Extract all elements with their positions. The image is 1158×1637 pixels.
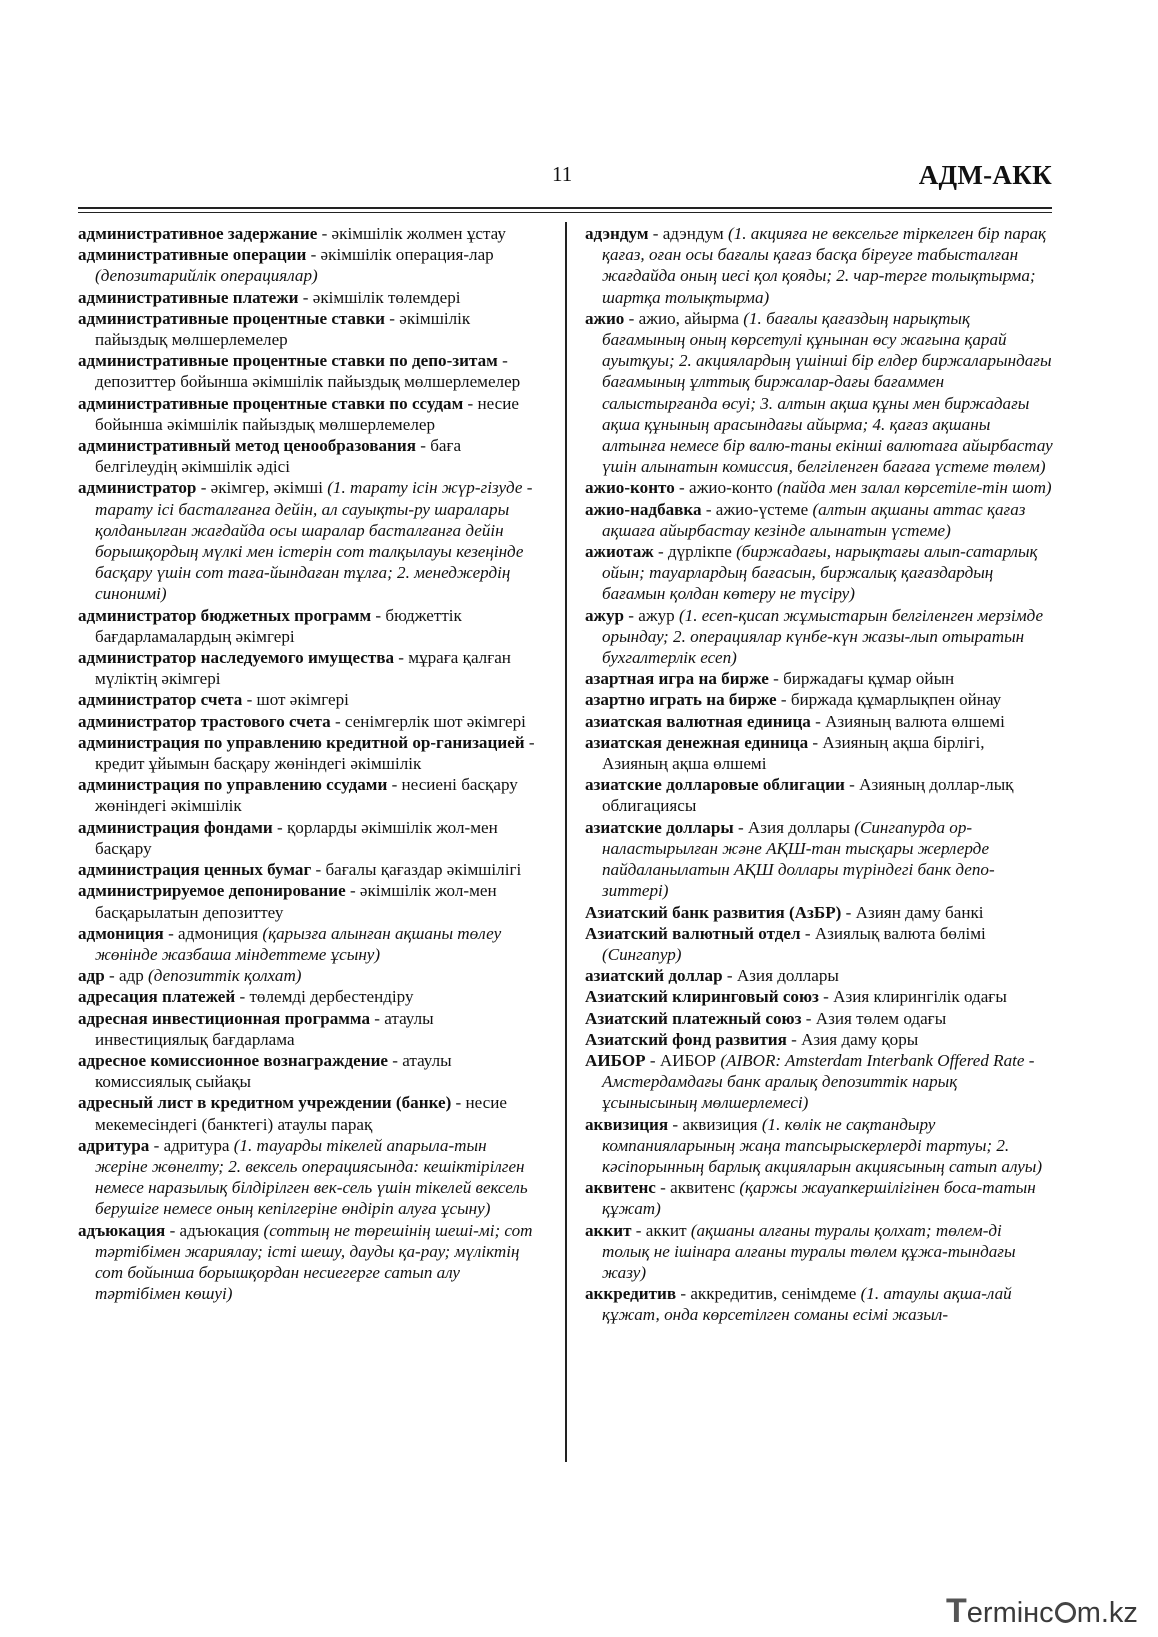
- entry-translation: - биржада құмарлықпен ойнау: [776, 690, 1002, 710]
- entry-term: аккит: [585, 1220, 632, 1240]
- entry-term: аквизиция: [585, 1114, 669, 1134]
- entry-term: администрация по управлению кредитной ор-ганизацией: [78, 732, 525, 752]
- entry-term: администрируемое депонирование: [78, 881, 346, 901]
- entry-term: административное задержание: [78, 224, 318, 243]
- dictionary-entry: [78, 1220, 540, 1305]
- dictionary-entry: [78, 477, 540, 604]
- left-column: [78, 223, 540, 1304]
- entry-translation: - Азия төлем одағы: [801, 1008, 947, 1028]
- dictionary-entry: [585, 774, 1053, 816]
- entry-translation: - қорларды әкімшілік жол-мен басқару: [95, 817, 498, 858]
- dictionary-entry: [78, 308, 540, 350]
- entry-note: (1. тарату ісін жүр-гізуде - тарату ісі басталғанға дейін, ал сауықты-ру шаралары қолданылған жағдайда осы шаралар басталғанға дейін борышқордың мүлкі мен істерін сот талқылауы кезеңінде басқару үшін сот таға-йындаған тұлға; 2. менеджердің синонимі): [95, 478, 533, 604]
- dictionary-entry: [78, 859, 540, 880]
- entry-note: (қарызға алынған ақшаны төлеу жөнінде жазбаша міндеттеме ұсыну): [95, 923, 502, 964]
- entry-translation: - несие мекемесіндегі (банктегі) атаулы парақ: [95, 1093, 508, 1134]
- entry-term: азиатские доллары: [585, 817, 734, 837]
- entry-translation: - мұраға қалған мүліктің әкімгері: [95, 648, 511, 689]
- entry-translation: - әкімшілік төлемдері: [298, 287, 461, 307]
- dictionary-entry: [585, 986, 1053, 1007]
- entry-note: (Сингапурда ор-наластырылған және АҚШ-тан тысқары жерлерде пайдаланылатын АҚШ доллары түріндегі банк депо-зиттері): [602, 817, 995, 901]
- dictionary-entry: [585, 817, 1053, 902]
- dictionary-entry: [78, 393, 540, 435]
- page-range-title: АДМ-АКК: [918, 160, 1052, 190]
- logo-o-icon: [1055, 1602, 1076, 1623]
- entry-translation: - Азиялық валюта бөлімі: [800, 923, 986, 943]
- entry-translation: - атаулы комиссиялық сыйақы: [95, 1050, 452, 1092]
- dictionary-entry: [78, 1135, 540, 1220]
- entry-translation: - Азиян даму банкі: [841, 902, 984, 922]
- entry-term: азартная игра на бирже: [585, 669, 769, 689]
- entry-term: администратор счета: [78, 690, 243, 710]
- entry-translation: - Азия доллары: [733, 817, 850, 837]
- dictionary-entry: [585, 1008, 1053, 1029]
- dictionary-entry: [78, 1008, 540, 1050]
- entry-term: Азиатский клиринговый союз: [585, 987, 819, 1007]
- entry-translation: - ажур: [624, 605, 675, 625]
- entry-term: администрация ценных бумаг: [78, 860, 312, 880]
- dictionary-entry: [78, 965, 540, 986]
- dictionary-entry: [585, 689, 1053, 710]
- entry-translation: - атаулы инвестициялық бағдарлама: [95, 1008, 434, 1049]
- dictionary-entry: [585, 308, 1053, 478]
- entry-translation: - аквитенс: [655, 1178, 736, 1198]
- logo-letter-t: T: [946, 1592, 967, 1630]
- logo-text-a: ermінc: [966, 1597, 1054, 1629]
- dictionary-entry: [78, 880, 540, 922]
- column-divider: [565, 222, 567, 1462]
- entry-term: адресация платежей: [78, 987, 236, 1007]
- entry-term: административные операции: [78, 245, 307, 265]
- dictionary-entry: [78, 774, 540, 816]
- dictionary-entry: [585, 668, 1053, 689]
- entry-translation: - төлемді дербестендіру: [235, 987, 414, 1007]
- entry-note: (қаржы жауапкершілігінен боса-татын құжат): [602, 1178, 1036, 1219]
- entry-translation: - бюджеттік бағдарламалардың әкімгері: [95, 605, 462, 646]
- entry-translation: - кредит ұйымын басқару жөніндегі әкімшілік: [95, 732, 535, 774]
- header-rule-thick: [78, 207, 1052, 209]
- entry-translation: - Азияның ақша бірлігі, Азияның ақша өлшемі: [602, 732, 985, 774]
- entry-term: ажио-конто: [585, 478, 675, 498]
- entry-term: ажиотаж: [585, 542, 654, 562]
- dictionary-entry: [585, 1029, 1053, 1050]
- entry-term: административные процентные ставки: [78, 308, 386, 328]
- dictionary-entry: [78, 986, 540, 1007]
- entry-term: азиатские долларовые облигации: [585, 775, 845, 795]
- entry-translation: - биржадағы құмар ойын: [768, 669, 955, 689]
- entry-translation: - АИБОР: [645, 1050, 717, 1070]
- page-number: 11: [552, 162, 573, 186]
- entry-translation: - Азия даму қоры: [786, 1029, 919, 1049]
- header-rule-thin: [78, 212, 1052, 213]
- entry-note: (1. тауарды тікелей апарыла-тын жеріне жөнелту; 2. вексель операциясында: кешіктірілген немесе наразылық білдірілген век-сель үшін тікелей вексель берушіге немесе оның кепілгеріне өндіріп алуға ұсыну): [95, 1135, 528, 1219]
- dictionary-entry: [78, 287, 540, 308]
- dictionary-entry: [78, 923, 540, 965]
- dictionary-entry: [78, 1092, 540, 1134]
- entry-note: (биржадағы, нарықтағы алып-сатарлық ойын; тауарлардың бағасын, биржалық қағаздардың бағамын қолдан көтеру не түсіру): [602, 542, 1038, 604]
- entry-translation: - адмониция: [163, 923, 259, 943]
- dictionary-entry: [585, 965, 1053, 986]
- entry-term: азиатский доллар: [585, 966, 723, 986]
- dictionary-entry: [78, 647, 540, 689]
- entry-translation: - адэндум: [648, 224, 724, 243]
- dictionary-entry: [585, 1114, 1053, 1178]
- entry-translation: - сенімгерлік шот әкімгері: [330, 711, 526, 731]
- entry-note: (депозиттік қолхат): [143, 966, 302, 986]
- entry-note: (алтын ақшаны аттас қағаз ақшаға айырбастау кезінде алынатын үстеме): [602, 499, 1026, 540]
- entry-note: (Сингапур): [602, 944, 682, 964]
- entry-term: АИБОР: [585, 1050, 646, 1070]
- entry-term: адъюкация: [78, 1220, 166, 1240]
- entry-term: Азиатский платежный союз: [585, 1008, 802, 1028]
- logo-text-b: m.kz: [1076, 1597, 1138, 1629]
- entry-term: администрация фондами: [78, 817, 273, 837]
- dictionary-entry: [78, 732, 540, 774]
- entry-term: административные процентные ставки по депо-зитам: [78, 351, 498, 371]
- entry-note: (ақшаны алғаны туралы қолхат; төлем-ді толық не ішінара алғаны туралы төлем құжа-тындағы жазу): [602, 1220, 1016, 1282]
- entry-term: адмониция: [78, 923, 164, 943]
- dictionary-entry: [78, 435, 540, 477]
- entry-term: адритура: [78, 1135, 150, 1155]
- right-column: [585, 223, 1053, 1326]
- entry-translation: - Азия клирингілік одағы: [818, 987, 1007, 1007]
- entry-term: административные процентные ставки по ссудам: [78, 393, 464, 413]
- dictionary-entry: [78, 1050, 540, 1092]
- entry-term: администратор трастового счета: [78, 711, 331, 731]
- entry-translation: - Азия доллары: [722, 966, 839, 986]
- entry-translation: - Азияның доллар-лық облигациясы: [602, 775, 1014, 816]
- entry-note: (1. есеп-қисап жұмыстарын белгіленген мерзімде орындау; 2. операциялар күнбе-күн жазы-лып отыратын бухгалтерлік есеп): [602, 605, 1044, 668]
- dictionary-entry: [585, 223, 1053, 308]
- entry-translation: - әкімгер, әкімші: [196, 478, 323, 498]
- entry-note: (депозитарийлік операциялар): [95, 266, 318, 286]
- dictionary-entry: [585, 732, 1053, 774]
- entry-translation: - адр: [104, 966, 144, 986]
- entry-term: административный метод ценообразования: [78, 436, 416, 456]
- entry-translation: - аквизиция: [668, 1114, 758, 1134]
- entry-translation: - несиені басқару жөніндегі әкімшілік: [95, 775, 518, 816]
- entry-term: администрация по управлению ссудами: [78, 775, 388, 795]
- entry-term: администратор: [78, 478, 197, 498]
- dictionary-entry: [585, 1177, 1053, 1219]
- entry-note: (пайда мен залал көрсетіле-тін шот): [772, 478, 1052, 498]
- dictionary-entry: [585, 1283, 1053, 1325]
- entry-translation: - аккредитив, сенімдеме: [676, 1284, 857, 1304]
- entry-term: ажур: [585, 605, 624, 625]
- entry-translation: - баға белгілеудің әкімшілік әдісі: [95, 436, 462, 477]
- entry-term: азиатская денежная единица: [585, 732, 809, 752]
- entry-translation: - бағалы қағаздар әкімшілігі: [311, 860, 522, 880]
- dictionary-entry: [585, 902, 1053, 923]
- entry-note: (1. бағалы қағаздың нарықтық бағамының оның көрсетулі құнынан өсу жағына қарай ауытқуы; 2. акциялардың үшінші бір елдер биржаларындағы бағамының ұлттық биржалар-дағы бағаммен салыстырғанда өсуі; 3. алтын ақша құны мен биржадағы ақша құнының арасындағы айырма; 4. қағаз ақшаны алтынға немесе бір валю-таны екінші валютаға айырбастау үшін алынатын комиссия, белгіленген бағаға үстеме төлем): [602, 308, 1053, 477]
- entry-translation: - әкімшілік операция-лар: [306, 245, 494, 265]
- entry-term: Азиатский фонд развития: [585, 1029, 787, 1049]
- entry-term: аквитенс: [585, 1178, 656, 1198]
- entry-note: (1. акцияға не вексельге тіркелген бір парақ қағаз, оған осы бағалы қағаз басқа біреуге табысталған жағдайда оның иесі қол қояды; 2. чар-терге толықтырма; шартқа толықтырма): [602, 224, 1047, 307]
- entry-term: административные платежи: [78, 287, 299, 307]
- entry-term: адэндум: [585, 224, 649, 243]
- entry-translation: - дүрлікпе: [653, 542, 732, 562]
- entry-term: адресное комиссионное вознаграждение: [78, 1050, 389, 1070]
- entry-translation: - әкімшілік жолмен ұстау: [317, 224, 506, 243]
- entry-term: Азиатский банк развития (АзБР): [585, 902, 842, 922]
- entry-term: азартно играть на бирже: [585, 690, 777, 710]
- entry-term: ажио-надбавка: [585, 499, 702, 519]
- dictionary-entry: [585, 923, 1053, 965]
- entry-term: ажио: [585, 308, 625, 328]
- dictionary-entry: [78, 605, 540, 647]
- entry-translation: - ажио, айырма: [624, 308, 740, 328]
- entry-term: азиатская валютная единица: [585, 711, 811, 731]
- dictionary-entry: [78, 223, 540, 244]
- dictionary-entry: [585, 1050, 1053, 1114]
- dictionary-entry: [585, 1220, 1053, 1284]
- entry-translation: - ажио-конто: [674, 478, 773, 498]
- entry-translation: - әкімшілік пайыздық мөлшерлемелер: [95, 308, 471, 350]
- entry-term: аккредитив: [585, 1284, 677, 1304]
- entry-translation: - әкімшілік жол-мен басқарылатын депозиттеу: [95, 881, 497, 922]
- entry-translation: - аккит: [631, 1220, 687, 1240]
- termincom-logo[interactable]: [946, 1592, 1146, 1632]
- entry-term: адр: [78, 966, 105, 986]
- entry-term: адресный лист в кредитном учреждении (банке): [78, 1093, 452, 1113]
- entry-translation: - шот әкімгері: [242, 690, 349, 710]
- entry-translation: - адъюкация: [165, 1220, 260, 1240]
- dictionary-entry: [78, 244, 540, 286]
- entry-translation: - депозиттер бойынша әкімшілік пайыздық мөлшерлемелер: [95, 351, 521, 392]
- entry-note: (1. атаулы ақша-лай құжат, онда көрсетілген соманы есімі жазыл-: [602, 1284, 1012, 1325]
- dictionary-entry: [78, 817, 540, 859]
- entry-term: администратор наследуемого имущества: [78, 648, 395, 668]
- entry-note: (AIBOR: Amsterdam Interbank Offered Rate - Амстердамдағы банк аралық депозиттік нарық ұсынысының мөлшерлемесі): [602, 1050, 1035, 1113]
- dictionary-entry: [585, 477, 1053, 498]
- dictionary-entry: [78, 350, 540, 392]
- entry-term: адресная инвестиционная программа: [78, 1008, 371, 1028]
- dictionary-entry: [78, 711, 540, 732]
- dictionary-entry: [585, 499, 1053, 541]
- dictionary-entry: [585, 711, 1053, 732]
- entry-translation: - ажио-үстеме: [701, 499, 809, 519]
- entry-note: (1. көлік не сақтандыру компанияларының жаңа тапсырыскерлерді тартуы; 2. кәсіпорынның барлық акцияларын акциясының сатып алуы): [602, 1114, 1043, 1176]
- dictionary-entry: [585, 541, 1053, 605]
- entry-term: Азиатский валютный отдел: [585, 923, 801, 943]
- dictionary-entry: [78, 689, 540, 710]
- entry-note: (соттың не төрешінің шеші-мі; сот тәртібімен жариялау; істі шешу, дауды қа-рау; мүліктің сот бойынша борышқордан несиегерге сатып алу тәртібімен көшуі): [95, 1220, 533, 1304]
- entry-term: администратор бюджетных программ: [78, 605, 372, 625]
- dictionary-entry: [585, 605, 1053, 669]
- entry-translation: - Азияның валюта өлшемі: [810, 711, 1005, 731]
- entry-translation: - несие бойынша әкімшілік пайыздық мөлшерлемелер: [95, 393, 519, 434]
- entry-translation: - адритура: [149, 1135, 230, 1155]
